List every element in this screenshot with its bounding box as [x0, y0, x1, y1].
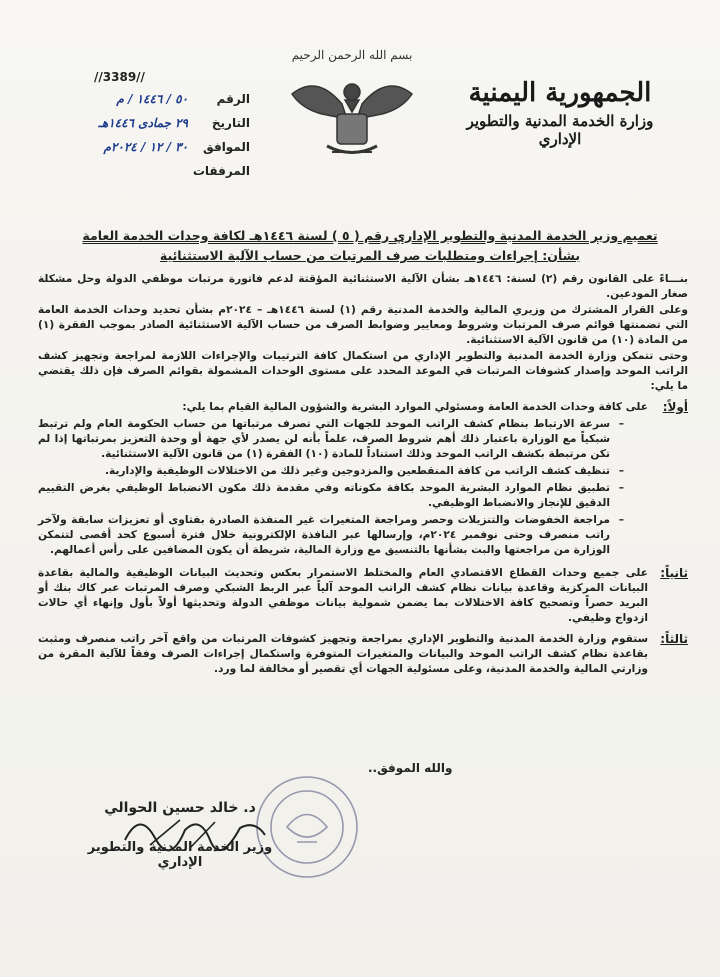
list-item: – تطبيق نظام الموارد البشرية الموحد بكافة مكوناته وفي مقدمة ذلك مكون الانضباط الوظيفي بغرض التقييم الدقيق للإنجاز والانضباط الوظيفي.: [38, 481, 610, 511]
title-line-2: بشأن: إجراءات ومتطلبات صرف المرتبات من حساب الآلية الاستثنائية: [159, 248, 581, 263]
reference-block: [40, 70, 250, 182]
section-intro: على جميع وحدات القطاع الاقتصادي العام والمختلط الاستمرار بعكس وتحديث البيانات الوظيفية والمالية بقاعدة البيانات المركزية وقاعدة بيانات نظام كشف الراتب الموحد آلياً عبر الربط الشبكي وصرف المرتبات عبر كاك بنك أو البريد حصراً وتصحيح كافة الاختلالات بما يضمن شمولية بيانات موظفي الدولة وتحديثها أولاً بأول وإنهاء أي حالات ازدواج وظيفي.: [38, 567, 648, 624]
letterhead: [460, 78, 660, 148]
section-label: أولاً:: [662, 400, 688, 414]
section-items: [38, 417, 624, 558]
section-second: [38, 566, 688, 626]
ministry-name: وزارة الخدمة المدنية والتطوير الإداري: [466, 112, 654, 148]
section-third: [38, 632, 688, 677]
meta-label: الرقم: [216, 92, 250, 106]
meta-value: ٢٩ جمادى ١٤٤٦هـ: [98, 116, 188, 130]
section-label: ثالثاً:: [660, 632, 688, 646]
preamble-paragraph: وحتى تتمكن وزارة الخدمة المدنية والتطوير الإداري من استكمال كافة الترتيبات والإجراءات اللازمة لمراجعة وتجهيز كشف الراتب الموحد وإصدار كشوفات المرتبات في الموعد المحدد على مستوى الوحدات المشمولة بقوائم الصرف فإن ذلك يقتضي ما يلي:: [38, 350, 688, 392]
meta-list: [40, 88, 250, 182]
section-first: [38, 400, 688, 560]
eagle-emblem-icon: [287, 64, 417, 164]
list-item: – مراجعة الخفوضات والتنزيلات وحصر ومراجعة المتغيرات غير المنفذة الصادرة بفتاوى أو تعزيزات سابقة ولآخر راتب منصرف وحتى نوفمبر ٢٠٢٤م، وإرسالها عبر النافذة الإلكترونية خلال فترة أسبوع كحد أقصى لتتمكن الوزارة من مراجعتها والبت بشأنها بالتنسيق مع وزارة المالية، شريطة أن يكون المضافين على رأس أعمالهم.: [38, 513, 610, 558]
list-item: – سرعة الارتباط بنظام كشف الراتب الموحد للجهات التي تصرف مرتباتها من حساب الحكومة العام ولم ترتبط شبكياً مع الوزارة باعتبار ذلك أهم شروط الصرف، علماً بأنه لن يصدر لأي جهة أو وحدة التعزيز بمرتباتها إذا لم تكن مرتبطة بكشف الراتب الموحد وذلك استناداً للمادة (١٠) الفقرة (١) من قانون الآلية الاستثنائية.: [38, 417, 610, 462]
meta-row: [40, 136, 250, 158]
meta-label: الموافق: [203, 140, 250, 154]
meta-label: التاريخ: [211, 116, 250, 130]
basmala: بسم الله الرحمن الرحيم: [291, 48, 413, 62]
section-text: [38, 400, 648, 560]
preamble-paragraph: بنـــاءً على القانون رقم (٢) لسنة: ١٤٤٦هـ بشأن الآلية الاستثنائية المؤقتة لدعم فاتورة مرتبات موظفي الدولة وحل مشكلة صغار المودعين.: [38, 273, 688, 300]
meta-row: [40, 160, 250, 182]
section-intro: على كافة وحدات الخدمة العامة ومسئولي الموارد البشرية والشؤون المالية القيام بما يلي:: [182, 401, 648, 413]
country-name: الجمهورية اليمنية: [468, 78, 652, 108]
meta-row: [40, 112, 250, 134]
preamble-paragraph: وعلى القرار المشترك من وزيري المالية والخدمة المدنية رقم (١) لسنة ١٤٤٦هـ – ٢٠٢٤م بشأن تحديد وحدات الخدمة العامة التي تضمنتها قوائم صرف المرتبات وشروط ومعايير وضوابط الصرف من حساب الآلية الاستثنائية الصادر بموجب الفقرة (١) من المادة (١٠) من قانون الآلية الاستثنائية.: [38, 304, 689, 346]
signatory-role: وزير الخدمة المدنية والتطوير الإداري: [87, 840, 273, 870]
meta-label: المرفقات: [192, 164, 250, 178]
signatory-name: د. خالد حسين الحوالي: [104, 800, 256, 816]
reference-number: //3389//: [94, 70, 145, 84]
circular-title: [60, 226, 680, 266]
title-line-1: تعميم وزير الخدمة المدنية والتطوير الإداري رقم ( ٥ ) لسنة ١٤٤٦هـ لكافة وحدات الخدمة العامة: [82, 228, 658, 243]
closing-phrase: والله الموفق..: [368, 761, 453, 775]
list-item: – تنظيف كشف الراتب من كافة المنقطعين والمزدوجين وغير ذلك من الاختلالات الوظيفية والإدارية.: [38, 464, 610, 479]
meta-row: [40, 88, 250, 110]
meta-value: ٥٠ / ١٤٤٦ / م: [116, 92, 188, 106]
meta-value: ٣٠ / ١٢ / ٢٠٢٤م: [103, 140, 188, 154]
emblem-block: [282, 48, 422, 178]
document-body: [38, 272, 688, 677]
section-label: ثانياً:: [660, 566, 688, 580]
section-intro: ستقوم وزارة الخدمة المدنية والتطوير الإداري بمراجعة وتجهيز كشوفات المرتبات من واقع آخر راتب منصرف ومثبت بقاعدة نظام كشف الراتب الموحد والبيانات والمتغيرات المتوفرة واستكمال إجراءات الصرف وفقاً للآلية المقرة من وزارتي المالية والخدمة المدنية، وعلى مسئولية الجهات أي تقصير أو مخالفة لما ورد.: [38, 633, 648, 675]
signature-block: [70, 800, 290, 870]
